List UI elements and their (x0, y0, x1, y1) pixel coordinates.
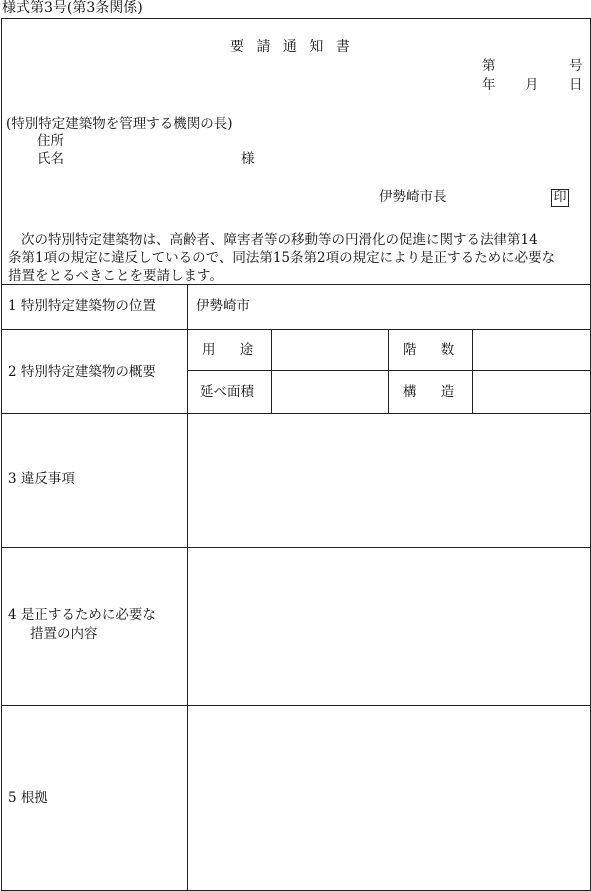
row-divider (1, 705, 591, 706)
table-top-border (1, 284, 591, 285)
row-divider (1, 329, 591, 330)
addressee-heading: (特別特定建築物を管理する機関の長) (6, 116, 233, 132)
row3-label: 3 違反事項 (8, 471, 75, 487)
column-divider (187, 284, 188, 891)
paragraph-line: 措置をとるべきことを要請します。 (8, 268, 223, 284)
floor-area-label: 延べ面積 (200, 384, 254, 400)
row-divider (1, 413, 591, 414)
paragraph-line: 次の特別特定建築物は、高齢者、障害者等の移動等の円滑化の促進に関する法律第14 (21, 232, 538, 248)
row4-label-line1: 4 是正するために必要な (8, 607, 156, 623)
row-divider (187, 370, 591, 371)
column-divider (271, 329, 272, 413)
floors-label: 階 数 (403, 342, 465, 358)
column-divider (388, 329, 389, 413)
row1-label: 1 特別特定建築物の位置 (8, 298, 156, 314)
form-label: 様式第3号(第3条関係) (2, 0, 143, 16)
date-month: 月 (525, 77, 539, 93)
number-go: 号 (569, 58, 583, 74)
paragraph-line: 条第1項の規定に違反しているので、同法第15条第2項の規定により是正するために必要な (8, 250, 556, 266)
issuer-name: 伊勢崎市長 (379, 189, 447, 205)
structure-label: 構 造 (403, 384, 465, 400)
request-paragraph (8, 231, 588, 285)
seal-mark: 印 (551, 189, 569, 207)
document-title: 要 請 通 知 書 (230, 39, 354, 55)
column-divider (472, 329, 473, 413)
row-divider (1, 547, 591, 548)
use-label: 用 途 (202, 342, 264, 358)
date-year: 年 (482, 77, 496, 93)
number-dai: 第 (482, 58, 496, 74)
date-day: 日 (569, 77, 583, 93)
form-frame (1, 18, 591, 891)
row1-location-value: 伊勢崎市 (196, 298, 250, 314)
row2-label: 2 特別特定建築物の概要 (8, 364, 156, 380)
honorific: 様 (241, 151, 255, 167)
name-label: 氏名 (37, 151, 64, 167)
address-label: 住所 (37, 133, 64, 149)
row4-label-line2: 措置の内容 (30, 626, 98, 642)
row5-label: 5 根拠 (8, 790, 48, 806)
